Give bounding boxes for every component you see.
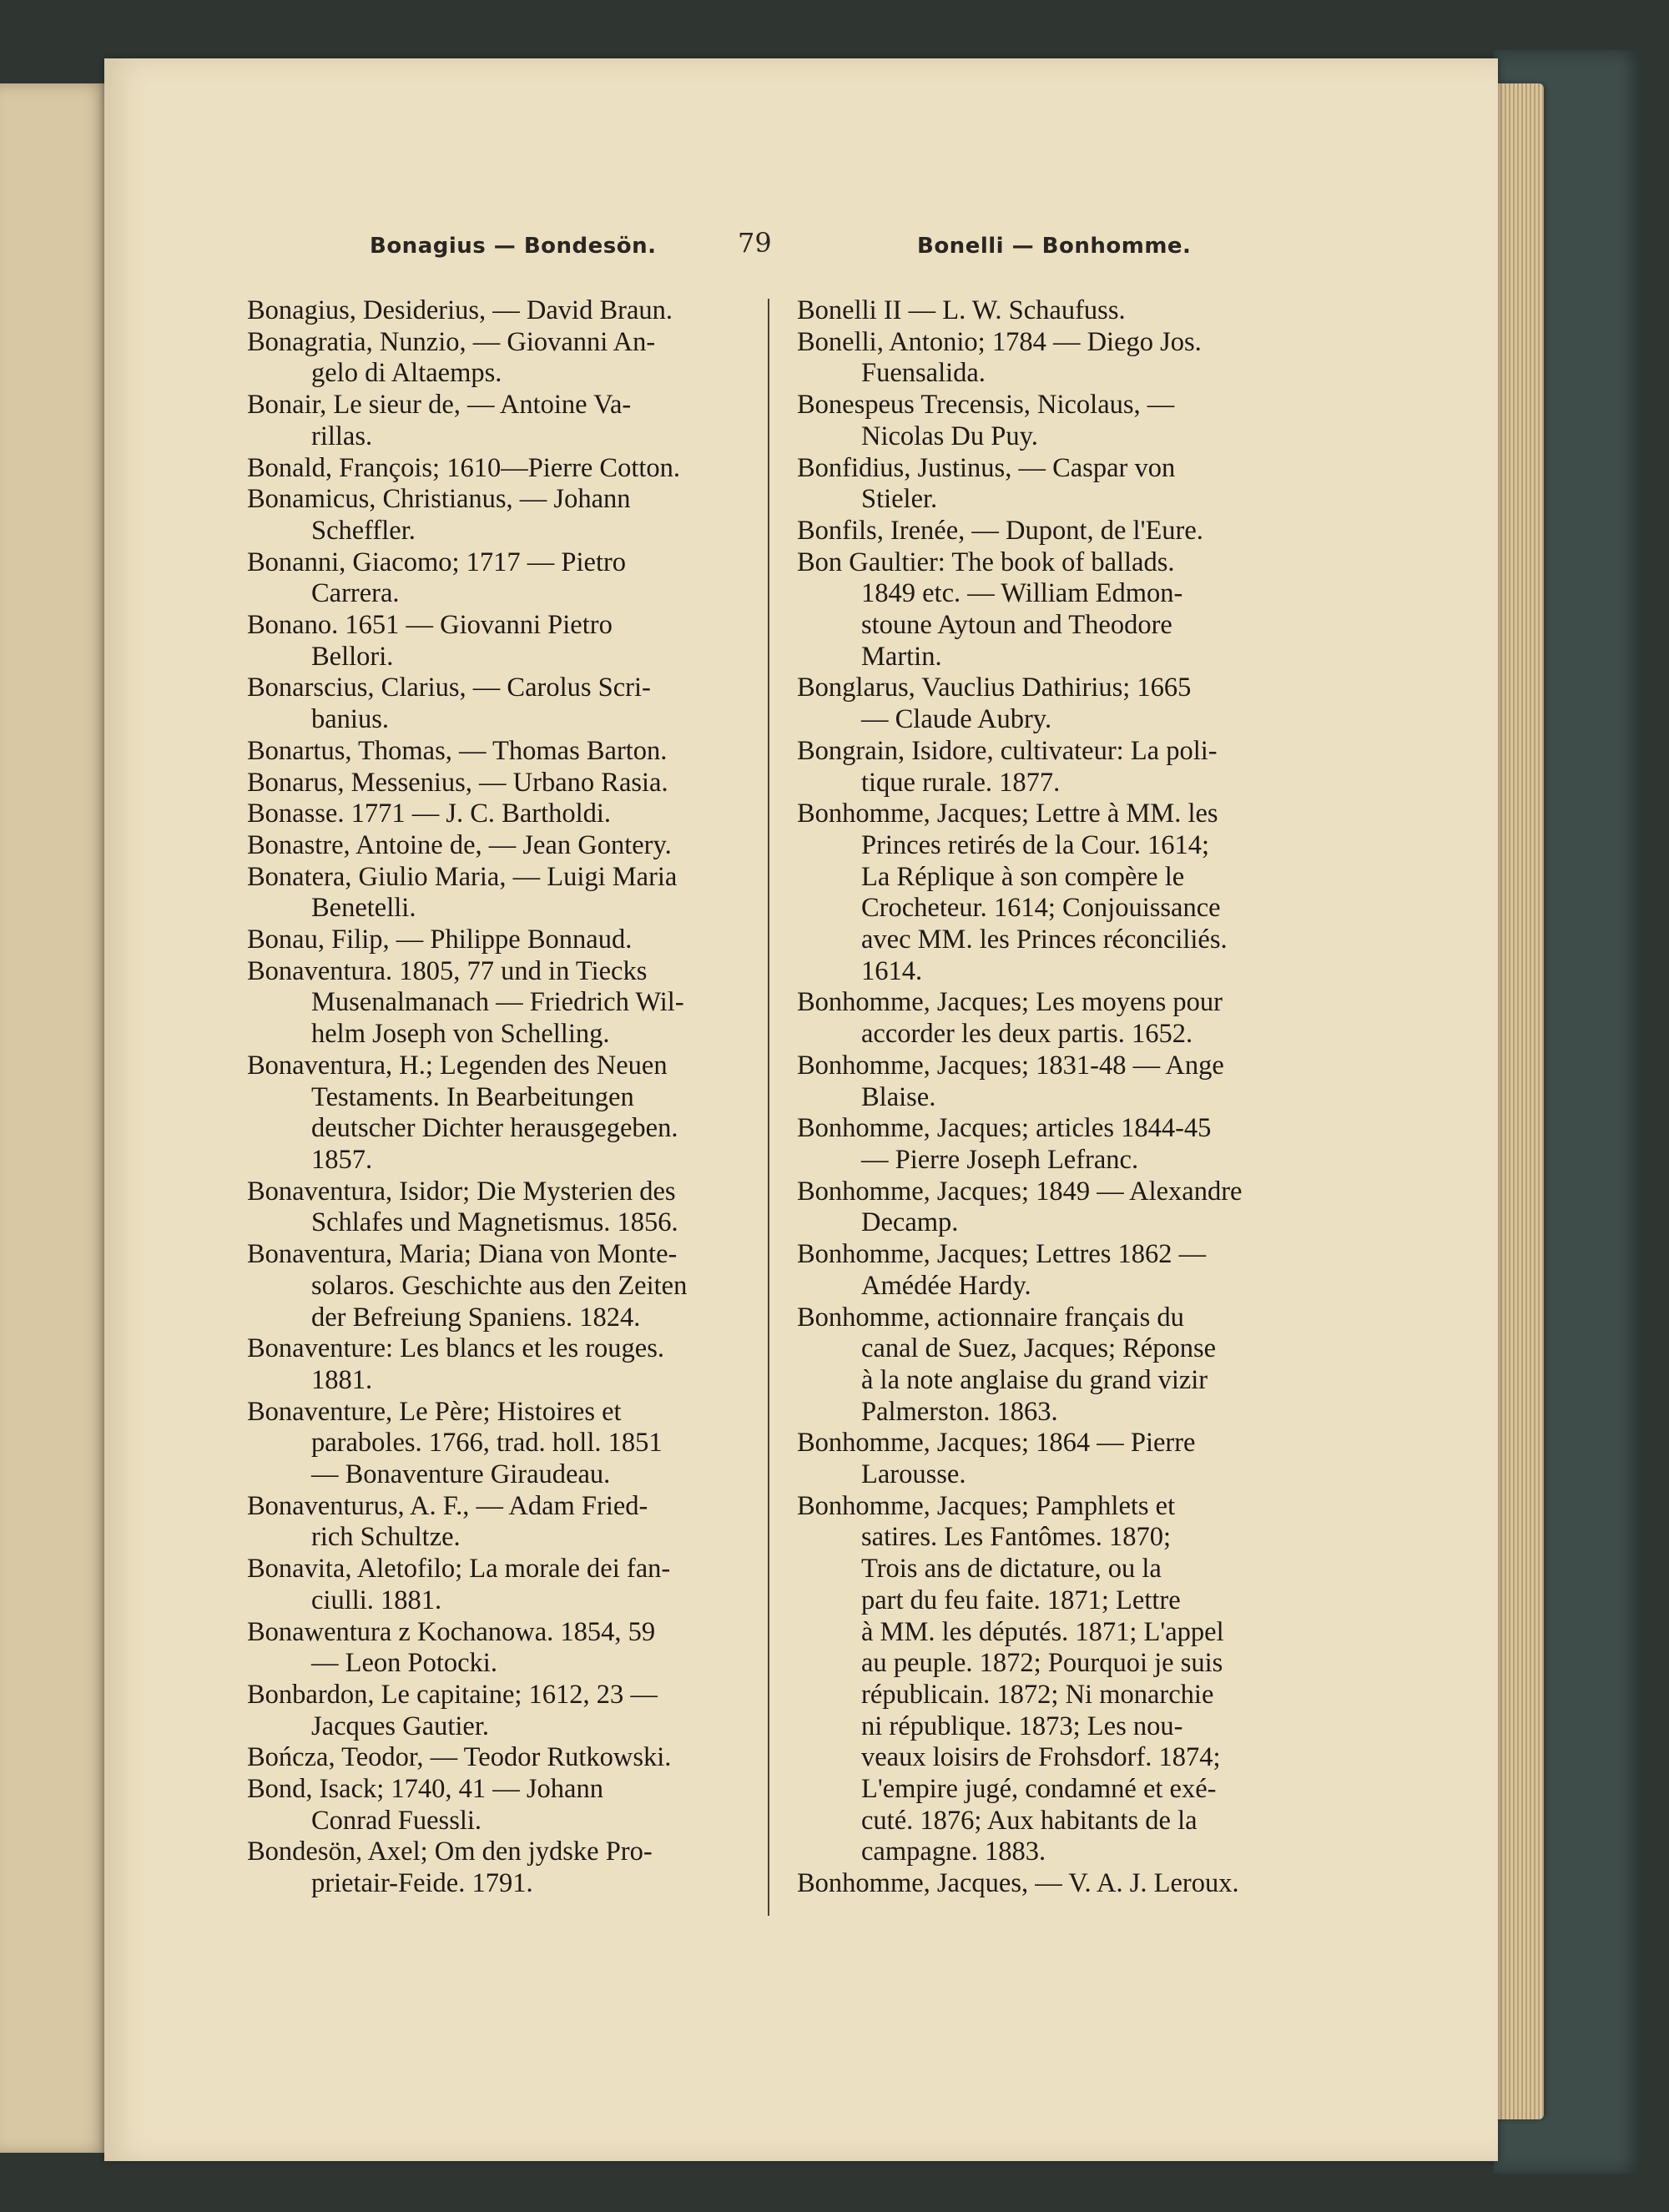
entry-line: Crocheteur. 1614; Conjouissance: [861, 893, 1221, 924]
entry-line: Bonamicus, Christianus, — Johann: [247, 484, 631, 515]
entry-line: Musenalmanach — Friedrich Wil-: [311, 987, 684, 1018]
entry-line: Scheffler.: [311, 515, 416, 546]
entry-line: Bonagratia, Nunzio, — Giovanni An-: [247, 326, 656, 357]
index-entry: [797, 516, 1289, 547]
entry-line: veaux loisirs de Frohsdorf. 1874;: [861, 1742, 1221, 1773]
entry-line: La Réplique à son compère le: [861, 861, 1185, 892]
entry-line: tique rurale. 1877.: [861, 767, 1061, 798]
entry-line: Conrad Fuessli.: [311, 1805, 482, 1836]
entry-line: — Bonaventure Giraudeau.: [311, 1459, 611, 1490]
entry-line: Benetelli.: [311, 893, 416, 924]
entry-line: Schlafes und Magnetismus. 1856.: [311, 1207, 678, 1238]
entry-line: Bonanni, Giacomo; 1717 — Pietro: [247, 547, 627, 577]
index-entry: [797, 390, 1289, 452]
entry-line: républicain. 1872; Ni monarchie: [861, 1679, 1214, 1710]
index-entry: [797, 736, 1289, 799]
page-stack-edges: [1494, 83, 1544, 2119]
entry-line: ni république. 1873; Les nou-: [861, 1711, 1183, 1741]
entry-line: Bonespeus Trecensis, Nicolaus, —: [797, 390, 1175, 421]
entry-line: Bonastre, Antoine de, — Jean Gontery.: [247, 829, 672, 860]
entry-line: Bonawentura z Kochanowa. 1854, 59: [247, 1616, 656, 1647]
index-entry: [797, 1239, 1289, 1302]
entry-line: Nicolas Du Puy.: [861, 421, 1038, 451]
entry-line: Bonhomme, Jacques; 1831-48 — Ange: [797, 1050, 1224, 1081]
entry-line: Bonhomme, actionnaire français du: [797, 1302, 1184, 1333]
entry-line: Bonfidius, Justinus, — Caspar von: [797, 452, 1176, 483]
entry-line: Bonaventura, Isidor; Die Mysterien des: [247, 1176, 676, 1207]
entry-line: — Pierre Joseph Lefranc.: [861, 1144, 1139, 1175]
entry-line: — Claude Aubry.: [861, 704, 1052, 735]
entry-line: au peuple. 1872; Pourquoi je suis: [861, 1648, 1223, 1679]
entry-line: Bonhomme, Jacques; 1864 — Pierre: [797, 1428, 1196, 1459]
entry-line: deutscher Dichter herausgegeben.: [311, 1113, 678, 1144]
running-head-left: Bonagius — Bondesön.: [370, 234, 657, 259]
index-entry: [247, 862, 740, 925]
entry-line: Bonagius, Desiderius, — David Braun.: [247, 295, 673, 325]
page-number: 79: [738, 227, 772, 259]
entry-line: Princes retirés de la Cour. 1614;: [861, 829, 1209, 860]
index-entry: [797, 453, 1289, 516]
index-entry: [797, 1868, 1289, 1900]
index-entry: [247, 925, 740, 956]
entry-line: Bondesön, Axel; Om den jydske Pro-: [247, 1837, 653, 1867]
index-entry: [247, 1177, 740, 1239]
entry-line: Bonaventura. 1805, 77 und in Tiecks: [247, 955, 648, 986]
entry-line: Bonair, Le sieur de, — Antoine Va-: [247, 390, 632, 421]
entry-line: banius.: [311, 704, 389, 735]
entry-line: Decamp.: [861, 1207, 959, 1238]
entry-line: ciulli. 1881.: [311, 1585, 442, 1615]
entry-line: Bond, Isack; 1740, 41 — Johann: [247, 1774, 603, 1805]
entry-line: Bonaventura, Maria; Diana von Monte-: [247, 1239, 678, 1270]
entry-line: 1881.: [311, 1364, 373, 1395]
column-divider: [768, 299, 769, 1916]
index-entry: [247, 1397, 740, 1491]
entry-line: Bon Gaultier: The book of ballads.: [797, 547, 1175, 577]
entry-line: stoune Aytoun and Theodore: [861, 610, 1172, 641]
entry-line: Bonglarus, Vauclius Dathirius; 1665: [797, 673, 1192, 703]
index-entry: [797, 1113, 1289, 1176]
left-column: [247, 295, 740, 1900]
entry-line: Bonau, Filip, — Philippe Bonnaud.: [247, 925, 633, 955]
entry-line: Bonarscius, Clarius, — Carolus Scri-: [247, 673, 651, 703]
index-entry: [247, 390, 740, 452]
entry-line: Bellori.: [311, 641, 394, 672]
entry-line: Bongrain, Isidore, cultivateur: La poli-: [797, 735, 1218, 766]
entry-line: Bonatera, Giulio Maria, — Luigi Maria: [247, 861, 678, 892]
entry-line: à la note anglaise du grand vizir: [861, 1364, 1208, 1395]
entry-line: Larousse.: [861, 1459, 966, 1490]
index-entry: [797, 799, 1289, 987]
entry-line: satires. Les Fantômes. 1870;: [861, 1522, 1171, 1553]
index-entry: [797, 295, 1289, 327]
facing-page-edge: [0, 83, 108, 2153]
entry-line: Bonaventure, Le Père; Histoires et: [247, 1396, 622, 1427]
index-entry: [247, 736, 740, 768]
entry-line: à MM. les députés. 1871; L'appel: [861, 1616, 1224, 1647]
index-entry: [247, 1774, 740, 1837]
entry-line: 1849 etc. — William Edmon-: [861, 578, 1183, 609]
entry-line: helm Joseph von Schelling.: [311, 1019, 610, 1050]
index-entry: [247, 1491, 740, 1554]
entry-line: Testaments. In Bearbeitungen: [311, 1081, 634, 1112]
entry-line: part du feu faite. 1871; Lettre: [861, 1585, 1181, 1615]
index-entry: [247, 1742, 740, 1774]
entry-line: Bonhomme, Jacques; Lettre à MM. les: [797, 799, 1218, 829]
entry-line: Bonelli, Antonio; 1784 — Diego Jos.: [797, 326, 1202, 357]
index-entry: [247, 1333, 740, 1396]
entry-line: 1857.: [311, 1144, 373, 1175]
index-entry: [247, 1837, 740, 1899]
index-entry: [247, 1554, 740, 1616]
entry-line: Bończa, Teodor, — Teodor Rutkowski.: [247, 1742, 672, 1773]
index-entry: [797, 673, 1289, 735]
entry-line: Bonaventurus, A. F., — Adam Fried-: [247, 1490, 648, 1521]
entry-line: — Leon Potocki.: [311, 1648, 497, 1679]
index-entry: [797, 1177, 1289, 1239]
index-entry: [247, 673, 740, 735]
index-entry: [797, 1051, 1289, 1113]
entry-line: der Befreiung Spaniens. 1824.: [311, 1302, 641, 1333]
entry-line: rillas.: [311, 421, 373, 451]
entry-line: avec MM. les Princes réconciliés.: [861, 925, 1228, 955]
index-entry: [247, 1239, 740, 1333]
entry-line: Stieler.: [861, 484, 938, 515]
entry-line: Fuensalida.: [861, 358, 986, 389]
entry-line: accorder les deux partis. 1652.: [861, 1019, 1193, 1050]
entry-line: Bonhomme, Jacques; articles 1844-45: [797, 1113, 1212, 1144]
index-entry: [247, 327, 740, 390]
entry-line: Bonelli II — L. W. Schaufuss.: [797, 295, 1126, 325]
entry-line: Martin.: [861, 641, 942, 672]
index-entry: [797, 987, 1289, 1050]
entry-line: Trois ans de dictature, ou la: [861, 1554, 1162, 1585]
entry-line: canal de Suez, Jacques; Réponse: [861, 1333, 1217, 1364]
entry-line: Bonfils, Irenée, — Dupont, de l'Eure.: [797, 515, 1203, 546]
entry-line: Bonhomme, Jacques; Les moyens pour: [797, 987, 1223, 1018]
entry-line: Bonaventura, H.; Legenden des Neuen: [247, 1050, 668, 1081]
entry-line: Blaise.: [861, 1081, 936, 1112]
right-column: [797, 295, 1289, 1900]
index-entry: [247, 295, 740, 327]
entry-line: Bonhomme, Jacques; Lettres 1862 —: [797, 1239, 1207, 1270]
entry-line: Carrera.: [311, 578, 400, 609]
index-entry: [247, 768, 740, 799]
index-entry: [247, 453, 740, 485]
index-entry: [247, 610, 740, 673]
index-entry: [247, 956, 740, 1051]
entry-line: campagne. 1883.: [861, 1837, 1046, 1867]
entry-line: Bonarus, Messenius, — Urbano Rasia.: [247, 767, 668, 798]
entry-line: Bonasse. 1771 — J. C. Bartholdi.: [247, 799, 612, 829]
entry-line: L'empire jugé, condamné et exé-: [861, 1774, 1217, 1805]
entry-line: Bonbardon, Le capitaine; 1612, 23 —: [247, 1679, 658, 1710]
entry-line: Amédée Hardy.: [861, 1270, 1031, 1301]
index-entry: [797, 547, 1289, 673]
entry-line: solaros. Geschichte aus den Zeiten: [311, 1270, 688, 1301]
index-entry: [247, 484, 740, 547]
index-entry: [247, 1051, 740, 1177]
entry-line: Bonhomme, Jacques; 1849 — Alexandre: [797, 1176, 1243, 1207]
entry-line: 1614.: [861, 955, 923, 986]
index-entry: [247, 547, 740, 610]
entry-line: Bonhomme, Jacques; Pamphlets et: [797, 1490, 1176, 1521]
entry-line: Bonartus, Thomas, — Thomas Barton.: [247, 735, 668, 766]
entry-line: paraboles. 1766, trad. holl. 1851: [311, 1428, 663, 1459]
index-entry: [247, 1680, 740, 1742]
entry-line: Bonano. 1651 — Giovanni Pietro: [247, 610, 613, 641]
entry-line: Jacques Gautier.: [311, 1711, 489, 1741]
entry-line: Bonavita, Aletofilo; La morale dei fan-: [247, 1554, 671, 1585]
index-entry: [797, 327, 1289, 390]
entry-line: gelo di Altaemps.: [311, 358, 502, 389]
entry-line: cuté. 1876; Aux habitants de la: [861, 1805, 1198, 1836]
entry-line: Bonaventure: Les blancs et les rouges.: [247, 1333, 664, 1364]
entry-line: Bonald, François; 1610—Pierre Cotton.: [247, 452, 681, 483]
running-head-right: Bonelli — Bonhomme.: [917, 234, 1192, 259]
entry-line: rich Schultze.: [311, 1522, 461, 1553]
entry-line: prietair-Feide. 1791.: [311, 1868, 533, 1899]
index-entry: [247, 1617, 740, 1680]
index-entry: [797, 1491, 1289, 1868]
index-entry: [797, 1428, 1289, 1490]
index-entry: [247, 799, 740, 830]
index-entry: [797, 1303, 1289, 1428]
entry-line: Bonhomme, Jacques, — V. A. J. Leroux.: [797, 1868, 1239, 1899]
index-entry: [247, 830, 740, 862]
entry-line: Palmerston. 1863.: [861, 1396, 1058, 1427]
